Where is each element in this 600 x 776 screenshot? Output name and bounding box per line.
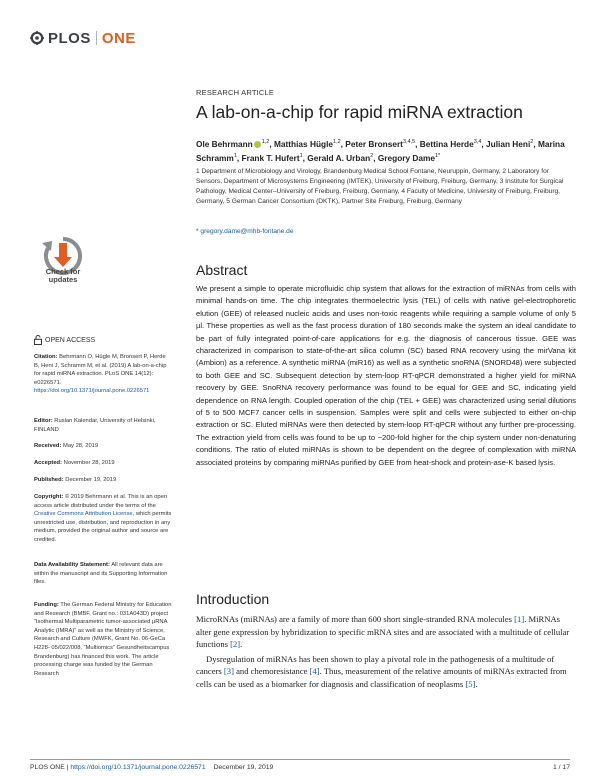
editor	[34, 417, 172, 434]
author-affiliation-sup: 1	[233, 152, 237, 159]
intro-p1-text-a: MicroRNAs (miRNAs) are a family of more than 600 short single-stranded RNA molecules	[196, 614, 515, 624]
footer-divider	[30, 759, 570, 760]
citation-text: Behrmann O, Hügle M, Bronsert P, Herde B, Heni J, Schramm M, et al. (2019) A lab-on-a-chip for rapid miRNA extraction. PLoS ONE 14(12): e0226571.	[34, 354, 167, 386]
editor-label: Editor:	[34, 418, 53, 424]
open-access-label: OPEN ACCESS	[45, 336, 96, 344]
plos-one-logo	[30, 28, 136, 48]
data-availability	[34, 561, 172, 587]
corresponding-star: *	[196, 228, 199, 235]
citation	[34, 353, 172, 396]
intro-p1-text-b: . MiRNAs alter gene expression by hybridization to specific mRNA sites and are associated with a multitude of cellular functions	[196, 614, 570, 650]
received	[34, 442, 172, 451]
copyright-label: Copyright:	[34, 494, 64, 500]
cc-license-link[interactable]: Creative Commons Attribution License	[34, 511, 133, 518]
intro-p2-text-c: . Thus, measurement of the relative amounts of miRNAs extracted from cells can be used as a biomarker for diagnosis and classification of neoplasms	[196, 666, 567, 689]
author-separator: ,	[236, 152, 242, 163]
author-name[interactable]: Gerald A. Urban	[307, 152, 371, 163]
author-name[interactable]: Julian Heni	[486, 138, 531, 149]
editor-text: Ruslan Kalendar, University of Helsinki, FINLAND	[34, 418, 156, 433]
received-label: Received:	[34, 443, 62, 449]
author-separator: ,	[533, 138, 538, 149]
footer-spacer	[206, 764, 214, 771]
author-separator: ,	[481, 138, 487, 149]
intro-p1-text-c: .	[240, 639, 243, 650]
logo-one-text: ONE	[101, 29, 136, 47]
published-label: Published:	[34, 477, 64, 483]
ref-link-1[interactable]: [1]	[514, 614, 525, 624]
intro-p2-text-b: and chemoresistance	[233, 666, 310, 677]
ref-link-2[interactable]: [2]	[230, 639, 241, 650]
footer-sep: |	[64, 764, 71, 771]
author-name[interactable]: Bettina Herde	[419, 138, 474, 149]
data-availability-text: All relevant data are within the manuscript and its Supporting Information files.	[34, 562, 168, 586]
funding-label: Funding:	[34, 602, 59, 608]
footer-date: December 19, 2019	[213, 764, 274, 771]
author-affiliation-sup: 3,4	[473, 139, 482, 145]
introduction-body	[196, 613, 576, 691]
published	[34, 476, 172, 485]
intro-paragraph-1	[196, 613, 576, 651]
author-separator: ,	[340, 138, 346, 149]
article-title: A lab-on-a-chip for rapid miRNA extraction	[196, 102, 523, 122]
accepted-label: Accepted:	[34, 460, 63, 466]
funding-text: The German Federal Ministry for Education and Research (BMBF, Grant no.: 031A043D) project “Isothermal Multiparametric tumor-associated µRNA Analytic (IMRA)” as well as the Ministry of Science, Research and Culture (MWFK, Grant No. 06-GeCa H228- 05/022/008, “Multiomics” Gesundheitscampus Brandenburg) has financed this work. The article processing charge was funded by the German Research	[34, 602, 172, 677]
author-affiliation-sup: 2	[370, 152, 374, 159]
author-affiliation-sup: 1	[299, 152, 303, 159]
data-availability-label: Data Availability Statement:	[34, 562, 110, 568]
intro-p2-text-a: Dysregulation of miRNAs has been shown to play a pivotal role in the pathogenesis of a multitude of cancers	[196, 653, 555, 677]
copyright-text-2: , which permits unrestricted use, distribution, and reproduction in any medium, provided the original author and source are credited.	[34, 511, 172, 543]
logo-plos-text: PLOS	[48, 29, 91, 47]
page-number: 1 / 17	[552, 764, 570, 771]
author-name[interactable]: Marina Schramm	[196, 138, 565, 163]
footer-doi-link[interactable]: https://doi.org/10.1371/journal.pone.0226571	[70, 764, 206, 771]
author-separator: ,	[415, 138, 420, 149]
footer-journal: PLOS ONE	[30, 764, 65, 771]
open-lock-icon	[34, 335, 42, 345]
logo-divider	[96, 31, 97, 45]
email-link[interactable]: gregory.dame@mhb-fontane.de	[200, 228, 294, 235]
citation-label: Citation:	[34, 354, 58, 360]
plos-logo-icon	[30, 31, 44, 45]
accepted	[34, 459, 172, 468]
ref-link-5[interactable]: [5]	[465, 678, 476, 689]
author-separator: ,	[373, 152, 378, 163]
page-footer	[30, 764, 570, 771]
open-access-badge	[34, 335, 95, 345]
author-name[interactable]: Frank T. Hufert	[241, 152, 300, 163]
citation-doi-link[interactable]: https://doi.org/10.1371/journal.pone.0226571	[34, 388, 150, 395]
author-name[interactable]: Matthias Hügle	[274, 138, 334, 149]
author-separator: ,	[269, 138, 274, 149]
author-affiliation-sup: 2	[530, 139, 534, 145]
author-list	[196, 136, 576, 164]
intro-p2-text-d: .	[475, 678, 478, 689]
article-type: RESEARCH ARTICLE	[196, 88, 275, 97]
funding	[34, 601, 172, 678]
check-updates-line1: Check for	[45, 267, 81, 276]
affiliations: 1 Department of Microbiology and Virology, Brandenburg Medical School Fontane, Neuruppin, Germany, 2 Laboratory for Sensors, Department of Microsystems Engineering (IMTEK), University of Freiburg, Freiburg, Germany, 3 Institute for Surgical Pathology, Medical Center–University of Freiburg, Freiburg, Germany, 4 Faculty of Medicine, University of Freiburg, Freiburg, Germany, 5 German Cancer Consortium (DKTK), Partner Site Freiburg, Freiburg, Germany	[196, 168, 564, 205]
check-for-updates-label[interactable]	[34, 268, 92, 284]
corresponding-email[interactable]	[196, 228, 294, 235]
check-updates-line2: updates	[48, 275, 78, 284]
author-affiliation-sup: 1*	[435, 152, 441, 159]
author-affiliation-sup: 1,2	[333, 139, 341, 145]
author-name[interactable]: Peter Bronsert	[345, 138, 403, 149]
intro-paragraph-2	[196, 653, 576, 691]
accepted-date: November 28, 2019	[62, 460, 115, 466]
received-date: May 28, 2019	[61, 443, 99, 449]
abstract-text: We present a simple to operate microfluidic chip system that allows for the extraction of miRNAs from cells with minimal hands-on time. The chip integrates thermoelectric lysis (TEL) of cells with native gel-electrophoretic elution (GEE) of released nucleic acids and uses non-toxic reagents while requiring a sample volume of only 5 µl. These properties as well as the fast process duration of 180 seconds make the system an ideal candidate to be part of fully integrated point-of-care applications for e.g. the diagnosis of cancerous tissue. GEE was characterized in comparison to state-of-the-art silica column (SC) based RNA recovery using the mirVana kit (Ambion) as a reference. A synthetic miRNA (miR16) as well as a synthetic snoRNA (SNORD48) were subjected to both GEE and SC. Subsequent detection by stem-loop RT-qPCR demonstrated a higher yield for miRNA recovery by GEE. SnoRNA recovery performance was found to be equal for GEE and SC, indicating yield dependence on RNA length. Coupled operation of the chip (TEL + GEE) was characterized using serial dilutions of 5 to 500 MCF7 cancer cells in suspension. Samples were split and cells were subjected to either on-chip extraction or SC. Eluted miRNAs were then detected by stem-loop RT-qPCR without any further pre-processing. The extraction yield from cells was found to be up to ~200-fold higher for the chip system under non-denaturing conditions. The ratio of eluted miRNAs is shown to be dependent on the degree of complexation with miRNA associated proteins by comparing miRNAs purified by GEE from heat-shock and protein-ase-K based lysis.	[196, 284, 576, 467]
copyright-text-1: © 2019 Behrmann et al. This is an open access article distributed under the terms of the	[34, 494, 168, 509]
author-affiliation-sup: 1,2	[261, 139, 270, 145]
ref-link-4[interactable]: [4]	[309, 666, 320, 677]
abstract-heading: Abstract	[196, 262, 248, 278]
orcid-icon[interactable]	[254, 141, 261, 148]
published-date: December 19, 2019	[63, 477, 117, 483]
author-name[interactable]: Gregory Dame	[377, 152, 436, 163]
introduction-heading: Introduction	[196, 591, 270, 607]
ref-link-3[interactable]: [3]	[223, 666, 234, 677]
author-affiliation-sup: 3,4,5	[402, 139, 416, 145]
copyright	[34, 493, 172, 545]
author-separator: ,	[302, 152, 308, 163]
author-name[interactable]: Ole Behrmann	[196, 138, 253, 149]
